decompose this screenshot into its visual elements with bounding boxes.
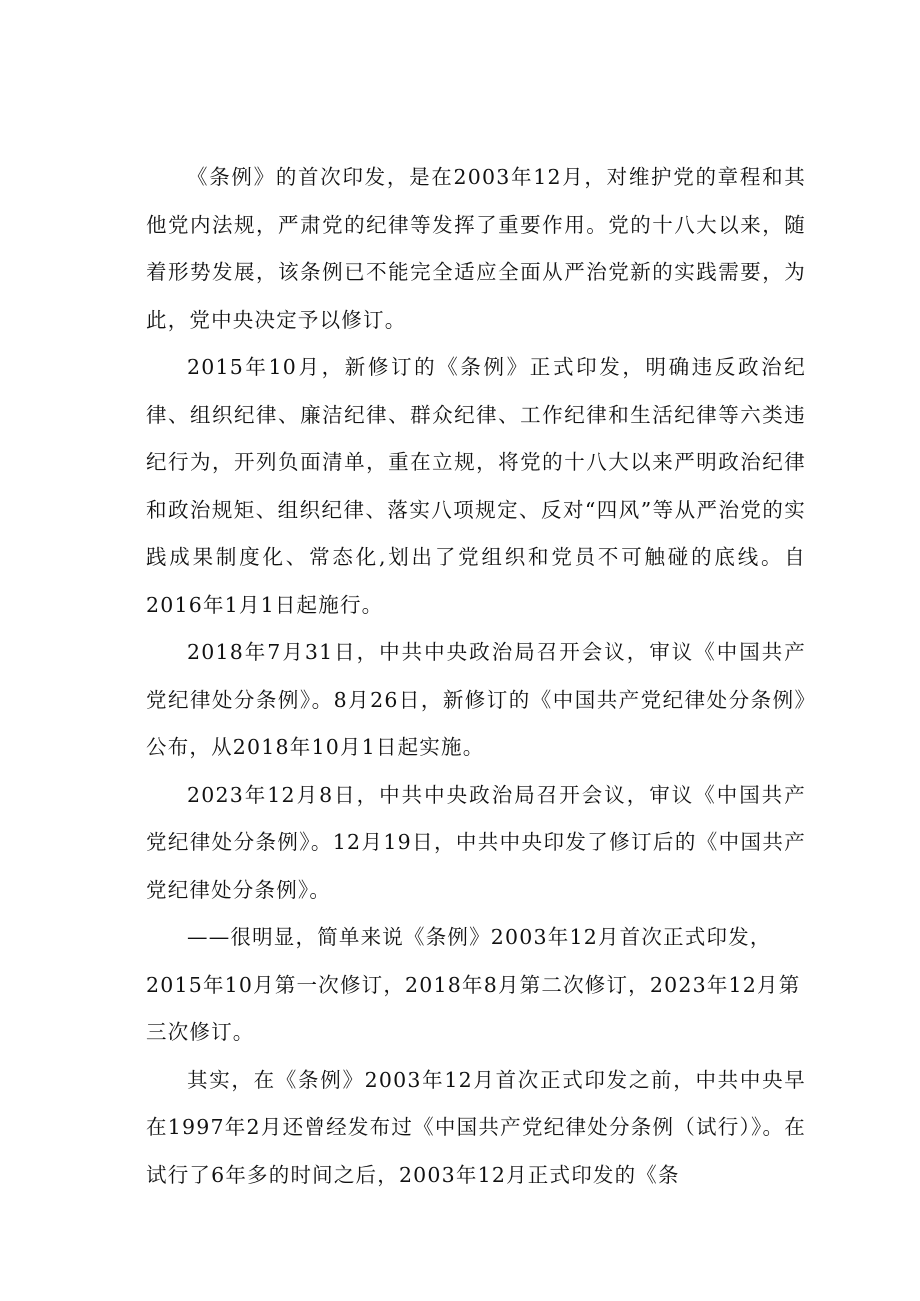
paragraph-2018-revision: 2018年7月31日，中共中央政治局召开会议，审议《中国共产党纪律处分条例》。8月26日，新修订的《中国共产党纪律处分条例》公布，从2018年10月1日起实施。 [146, 640, 806, 759]
paragraph-first-issue: 《条例》的首次印发，是在2003年12月，对维护党的章程和其他党内法规，严肃党的纪律等发挥了重要作用。党的十八大以来，随着形势发展，该条例已不能完全适应全面从严治党新的实践需要，为此，党中央决定予以修订。 [146, 165, 806, 332]
document-body [146, 154, 806, 1199]
paragraph-2015-revision: 2015年10月，新修订的《条例》正式印发，明确违反政治纪律、组织纪律、廉洁纪律、群众纪律、工作纪律和生活纪律等六类违纪行为，开列负面清单，重在立规，将党的十八大以来严明政治纪律和政治规矩、组织纪律、落实八项规定、反对“四风”等从严治党的实践成果制度化、常态化,划出了党组织和党员不可触碰的底线。自2016年1月1日起施行。 [146, 355, 806, 617]
paragraph-summary: ——很明显，简单来说《条例》2003年12月首次正式印发，2015年10月第一次修订，2018年8月第二次修订，2023年12月第三次修订。 [146, 925, 801, 1044]
paragraph-1997-trial: 其实，在《条例》2003年12月首次正式印发之前，中共中央早在1997年2月还曾经发布过《中国共产党纪律处分条例（试行）》。在试行了6年多的时间之后，2003年12月正式印发的《条 [146, 1067, 806, 1187]
paragraph-2023-revision: 2023年12月8日，中共中央政治局召开会议，审议《中国共产党纪律处分条例》。12月19日，中共中央印发了修订后的《中国共产党纪律处分条例》。 [146, 782, 806, 902]
